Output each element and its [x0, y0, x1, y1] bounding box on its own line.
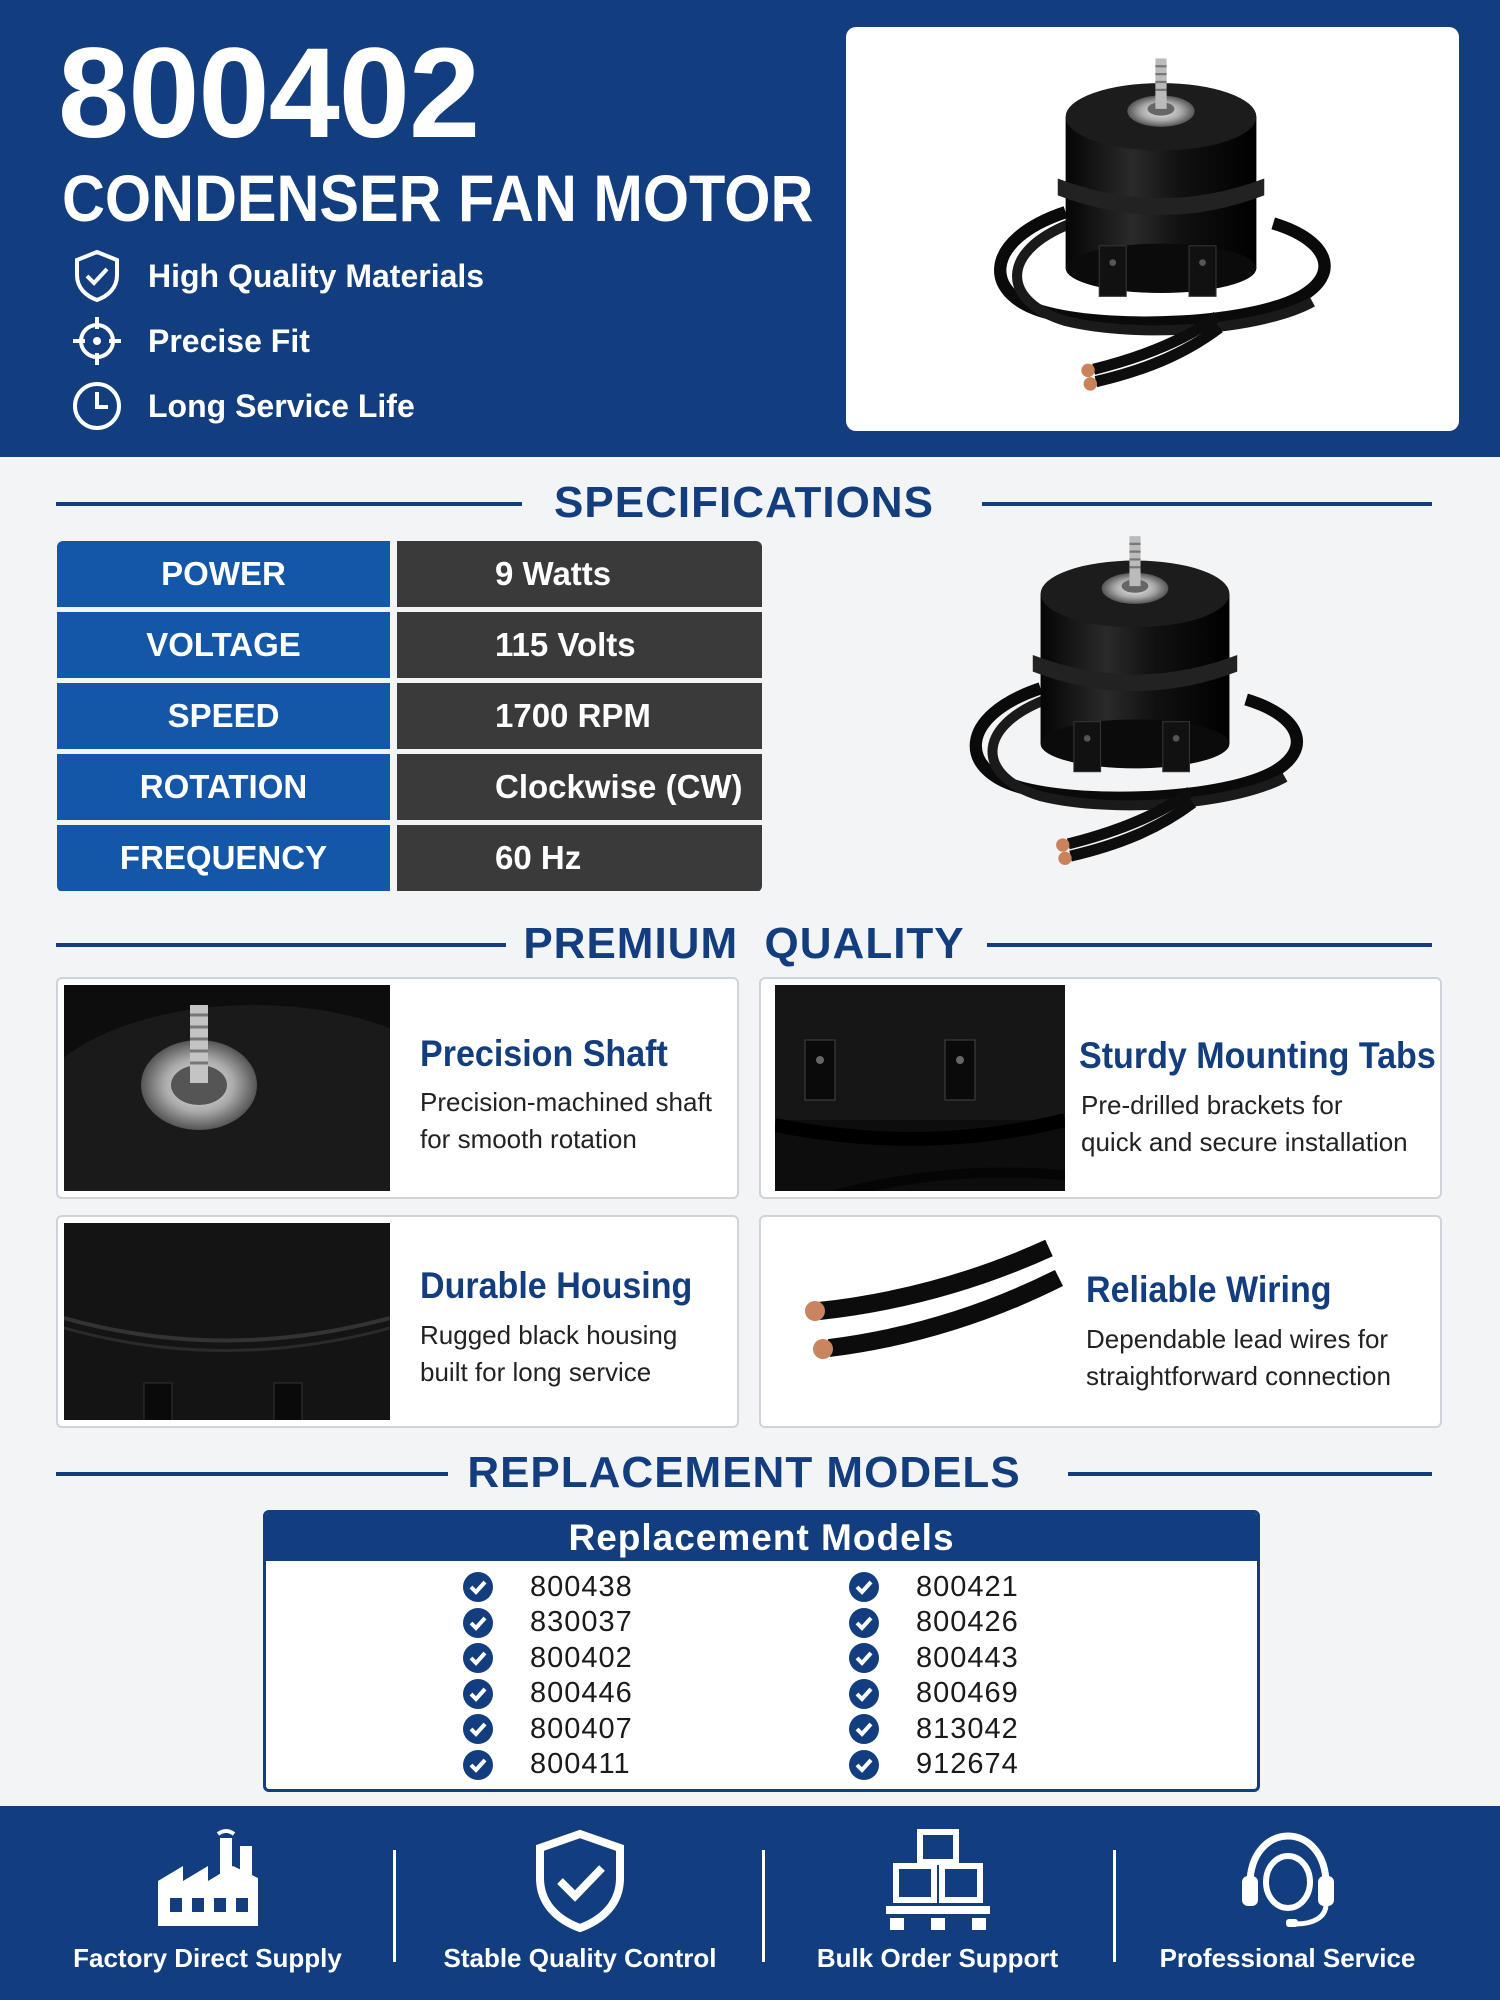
check-circle-icon	[462, 1642, 494, 1674]
model-number-text: 800407	[530, 1712, 633, 1745]
spec-row	[57, 754, 762, 820]
check-circle-icon	[848, 1571, 880, 1603]
replacement-model-item	[848, 1748, 1019, 1782]
replacement-models-box	[263, 1510, 1260, 1792]
spec-table	[57, 541, 762, 892]
feature-item	[70, 248, 484, 304]
footer-label: Factory Direct Supply	[73, 1943, 342, 1973]
product-subtitle: CONDENSER FAN MOTOR	[62, 161, 814, 235]
feature-label: Long Service Life	[148, 387, 415, 424]
model-number-text: 800426	[916, 1606, 1019, 1638]
feature-label: Precise Fit	[148, 322, 310, 359]
card-description	[1086, 1321, 1391, 1395]
housing-image	[64, 1223, 390, 1420]
replacement-model-item	[848, 1570, 1019, 1604]
spec-key: VOLTAGE	[57, 612, 390, 678]
section-title: REPLACEMENT MODELS	[467, 1448, 1021, 1497]
check-circle-icon	[462, 1571, 494, 1603]
factory-icon	[148, 1826, 268, 1936]
check-circle-icon	[848, 1749, 880, 1781]
spec-value: 1700 RPM	[397, 683, 762, 749]
spec-row	[57, 683, 762, 749]
model-number-text: 800438	[530, 1570, 633, 1603]
card-desc-line: built for long service	[420, 1357, 652, 1387]
check-circle-icon	[848, 1642, 880, 1674]
crosshair-icon	[70, 314, 124, 368]
feature-label: High Quality Materials	[148, 257, 485, 294]
model-number-text: 800469	[916, 1677, 1019, 1709]
shield-check-icon	[520, 1826, 640, 1936]
card-desc-line: for smooth rotation	[420, 1124, 637, 1154]
check-circle-icon	[848, 1607, 880, 1639]
footer-divider	[393, 1850, 396, 1962]
quality-card	[56, 1215, 739, 1428]
card-desc-line: quick and secure installation	[1081, 1127, 1408, 1157]
motor-image	[946, 27, 1376, 431]
replacement-model-item	[462, 1677, 633, 1711]
section-title: PREMIUM QUALITY	[523, 919, 965, 968]
card-title: Sturdy Mounting Tabs	[1079, 1035, 1436, 1076]
spec-value: Clockwise (CW)	[397, 754, 762, 820]
feature-item	[70, 378, 415, 434]
replacement-models-heading	[56, 1448, 1432, 1498]
motor-image	[935, 505, 1335, 905]
card-desc-line: straightforward connection	[1086, 1361, 1391, 1391]
spec-row	[57, 825, 762, 891]
spec-key: SPEED	[57, 683, 390, 749]
replacement-model-item	[848, 1712, 1019, 1746]
footer-banner	[0, 1806, 1500, 2000]
replacement-model-item	[462, 1748, 631, 1782]
card-desc-line: Rugged black housing	[420, 1320, 678, 1350]
clock-icon	[70, 379, 124, 433]
replacement-model-item	[462, 1712, 633, 1746]
header-banner	[0, 0, 1500, 457]
card-desc-line: Pre-drilled brackets for	[1081, 1090, 1343, 1120]
shield-check-icon	[70, 249, 124, 303]
card-description	[420, 1084, 712, 1158]
mounting-tabs-image	[775, 985, 1065, 1191]
wiring-image	[779, 1223, 1069, 1420]
model-number-text: 800421	[916, 1570, 1019, 1603]
check-circle-icon	[462, 1749, 494, 1781]
card-title: Reliable Wiring	[1086, 1269, 1332, 1310]
card-description	[1081, 1087, 1408, 1161]
section-title: SPECIFICATIONS	[554, 478, 934, 527]
shaft-image	[64, 985, 390, 1191]
check-circle-icon	[848, 1678, 880, 1710]
replacement-model-item	[848, 1606, 1019, 1640]
footer-item	[430, 1806, 730, 2000]
replacement-model-item	[462, 1606, 633, 1640]
spec-row	[57, 612, 762, 678]
spec-row	[57, 541, 762, 607]
quality-card	[56, 977, 739, 1199]
replacement-model-item	[462, 1570, 633, 1604]
replacement-model-item	[462, 1641, 633, 1675]
hero-product-card	[846, 27, 1459, 431]
footer-item	[1150, 1806, 1425, 2000]
quality-card	[759, 1215, 1442, 1428]
card-title: Precision Shaft	[420, 1033, 668, 1074]
headset-icon	[1228, 1826, 1348, 1936]
footer-label: Bulk Order Support	[816, 1943, 1059, 1973]
quality-card	[759, 977, 1442, 1199]
card-desc-line: Dependable lead wires for	[1086, 1324, 1389, 1354]
feature-item	[70, 313, 310, 369]
spec-key: FREQUENCY	[57, 825, 390, 891]
replacement-box-title: Replacement Models	[266, 1513, 1257, 1561]
model-number-text: 800446	[530, 1677, 633, 1709]
spec-key: ROTATION	[57, 754, 390, 820]
replacement-model-item	[848, 1677, 1019, 1711]
model-number-text: 800443	[916, 1641, 1019, 1674]
check-circle-icon	[848, 1713, 880, 1745]
footer-item	[800, 1806, 1075, 2000]
card-title: Durable Housing	[420, 1265, 693, 1306]
spec-value: 60 Hz	[397, 825, 762, 891]
footer-label: Stable Quality Control	[443, 1943, 717, 1973]
model-number-text: 800411	[530, 1748, 631, 1780]
check-circle-icon	[462, 1713, 494, 1745]
footer-item	[60, 1806, 355, 2000]
card-desc-line: Precision-machined shaft	[420, 1087, 712, 1117]
premium-quality-heading	[56, 919, 1432, 969]
model-number-text: 800402	[530, 1641, 633, 1674]
footer-label: Professional Service	[1159, 1943, 1416, 1973]
spec-value: 9 Watts	[397, 541, 762, 607]
model-number-text: 912674	[916, 1748, 1019, 1780]
model-number-text: 830037	[530, 1606, 633, 1638]
card-description	[420, 1317, 677, 1391]
spec-value: 115 Volts	[397, 612, 762, 678]
boxes-pallet-icon	[878, 1826, 998, 1936]
model-number-text: 813042	[916, 1712, 1019, 1745]
check-circle-icon	[462, 1607, 494, 1639]
model-number: 800402	[58, 22, 480, 165]
footer-divider	[762, 1850, 765, 1962]
spec-key: POWER	[57, 541, 390, 607]
footer-divider	[1113, 1850, 1116, 1962]
check-circle-icon	[462, 1678, 494, 1710]
replacement-model-item	[848, 1641, 1019, 1675]
